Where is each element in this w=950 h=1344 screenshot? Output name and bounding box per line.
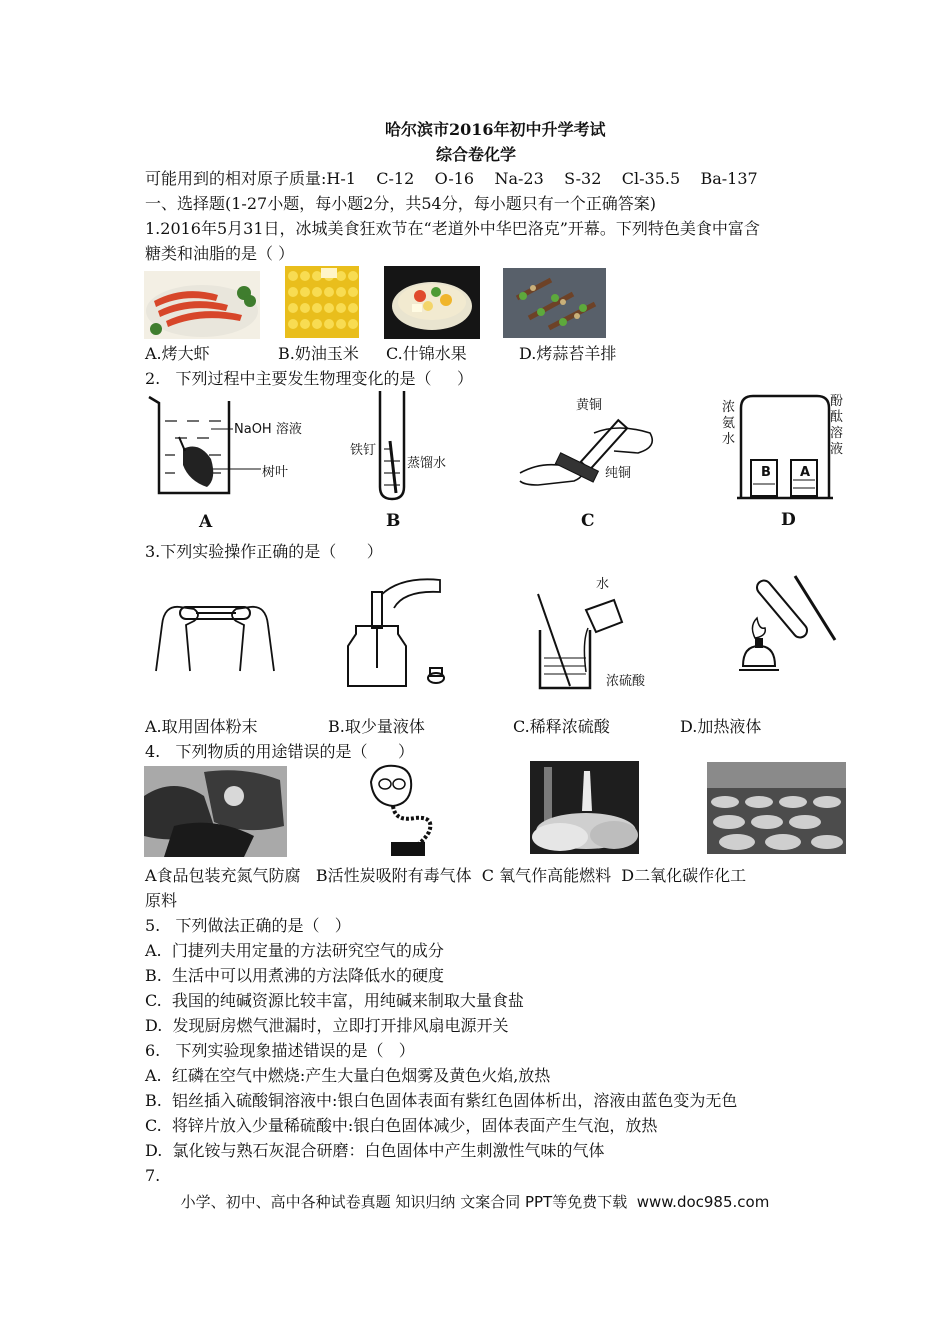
q6-option-a: A. 红磷在空气中燃烧:产生大量白色烟雾及黄色火焰,放热 xyxy=(145,1066,551,1085)
q1-stem-line2: 糖类和油脂的是（ ） xyxy=(145,244,295,263)
q1-image-shrimp xyxy=(144,271,260,339)
q6-option-d: D. 氯化铵与熟石灰混合研磨：白色固体中产生刺激性气味的气体 xyxy=(145,1141,605,1160)
q4-options-line: A食品包装充氮气防腐 B活性炭吸附有毒气体 C 氧气作高能燃料 D二氧化碳作化工 xyxy=(145,866,747,885)
q6-option-c: C. 将锌片放入少量稀硫酸中:银白色固体减少，固体表面产生气泡，放热 xyxy=(145,1116,658,1135)
q3-option-a: A.取用固体粉末 xyxy=(145,717,258,736)
q3-figure-d-heat xyxy=(735,570,845,685)
page-footer: 小学、初中、高中各种试卷真题 知识归纳 文案合同 PPT等免费下载 www.doc985.com xyxy=(180,1193,770,1211)
q1-option-c: C.什锦水果 xyxy=(386,344,467,363)
exam-subtitle: 综合卷化学 xyxy=(436,145,517,164)
q2-option-c: C xyxy=(581,511,595,531)
q2-label-phenol-1: 酚 xyxy=(830,394,844,409)
q3-option-b: B.取少量液体 xyxy=(328,717,425,736)
q2-label-phenol-4: 液 xyxy=(830,442,844,457)
q1-option-b: B.奶油玉米 xyxy=(278,344,359,363)
section-heading: 一、选择题(1-27小题，每小题2分，共54分，每小题只有一个正确答案) xyxy=(145,194,656,213)
q2-figure-b-testtube xyxy=(372,389,422,504)
q2-label-naoh: NaOH 溶液 xyxy=(234,422,302,437)
q4-image-rocket-launch xyxy=(530,761,639,854)
q5-stem: 5. 下列做法正确的是（ ） xyxy=(145,916,351,935)
q4-image-chemical-plant xyxy=(707,762,846,854)
q2-label-ammonia-1: 浓 xyxy=(722,400,736,415)
q4-image-gas-mask xyxy=(365,762,440,858)
q5-option-c: C. 我国的纯碱资源比较丰富，用纯碱来制取大量食盐 xyxy=(145,991,524,1010)
atomic-masses: 可能用到的相对原子质量:H-1 C-12 O-16 Na-23 S-32 Cl-35.5 Ba-137 xyxy=(145,169,758,188)
q3-label-acid: 浓硫酸 xyxy=(606,674,646,689)
q3-figure-a-powder xyxy=(150,585,280,675)
q3-option-c: C.稀释浓硫酸 xyxy=(513,717,610,736)
q5-option-b: B. 生活中可以用煮沸的方法降低水的硬度 xyxy=(145,966,445,985)
q3-option-d: D.加热液体 xyxy=(680,717,762,736)
q2-label-copper: 纯铜 xyxy=(605,466,632,481)
q6-option-b: B. 铝丝插入硫酸铜溶液中:银白色固体表面有紫红色固体析出，溶液由蓝色变为无色 xyxy=(145,1091,738,1110)
q4-stem: 4. 下列物质的用途错误的是（ ） xyxy=(145,742,415,761)
q5-option-a: A. 门捷列夫用定量的方法研究空气的成分 xyxy=(145,941,444,960)
q2-label-nail: 铁钉 xyxy=(350,443,377,458)
q2-option-b: B xyxy=(386,511,401,531)
q2-label-phenol-2: 酞 xyxy=(830,410,844,425)
q2-label-ammonia-3: 水 xyxy=(722,432,736,447)
q4-image-nitrogen-package xyxy=(144,766,287,857)
q3-stem: 3.下列实验操作正确的是（ ） xyxy=(145,542,383,561)
q2-label-leaf: 树叶 xyxy=(262,465,289,480)
q1-image-skewers xyxy=(503,268,606,338)
q5-option-d: D. 发现厨房燃气泄漏时，立即打开排风扇电源开关 xyxy=(145,1016,509,1035)
q3-label-water: 水 xyxy=(596,577,610,592)
q2-label-brass: 黄铜 xyxy=(576,398,603,413)
q2-option-d: D xyxy=(781,510,796,530)
exam-title: 哈尔滨市2016年初中升学考试 xyxy=(385,120,606,139)
q2-stem: 2. 下列过程中主要发生物理变化的是（ ） xyxy=(145,369,473,388)
q1-image-corn xyxy=(285,266,359,338)
q2-label-phenol-3: 溶 xyxy=(830,426,844,441)
q1-option-a: A.烤大虾 xyxy=(145,344,210,363)
q1-stem-line1: 1.2016年5月31日，冰城美食狂欢节在“老道外中华巴洛克”开幕。下列特色美食中富含 xyxy=(145,219,760,238)
q2-label-water: 蒸馏水 xyxy=(407,456,447,471)
q4-options-line2: 原料 xyxy=(145,891,178,910)
q2-label-beaker-a: A xyxy=(800,465,811,480)
q2-option-a: A xyxy=(199,512,213,532)
q2-figure-a-beaker xyxy=(145,393,305,503)
q1-image-fruit xyxy=(384,266,480,339)
q2-figure-d-bell-jar xyxy=(735,392,835,502)
q3-figure-b-dropper xyxy=(340,572,450,692)
q7-stem: 7. xyxy=(145,1166,161,1185)
q2-label-ammonia-2: 氨 xyxy=(722,416,736,431)
q1-option-d: D.烤蒜苔羊排 xyxy=(519,344,617,363)
q6-stem: 6. 下列实验现象描述错误的是（ ） xyxy=(145,1041,415,1060)
q2-label-beaker-b: B xyxy=(761,465,771,480)
